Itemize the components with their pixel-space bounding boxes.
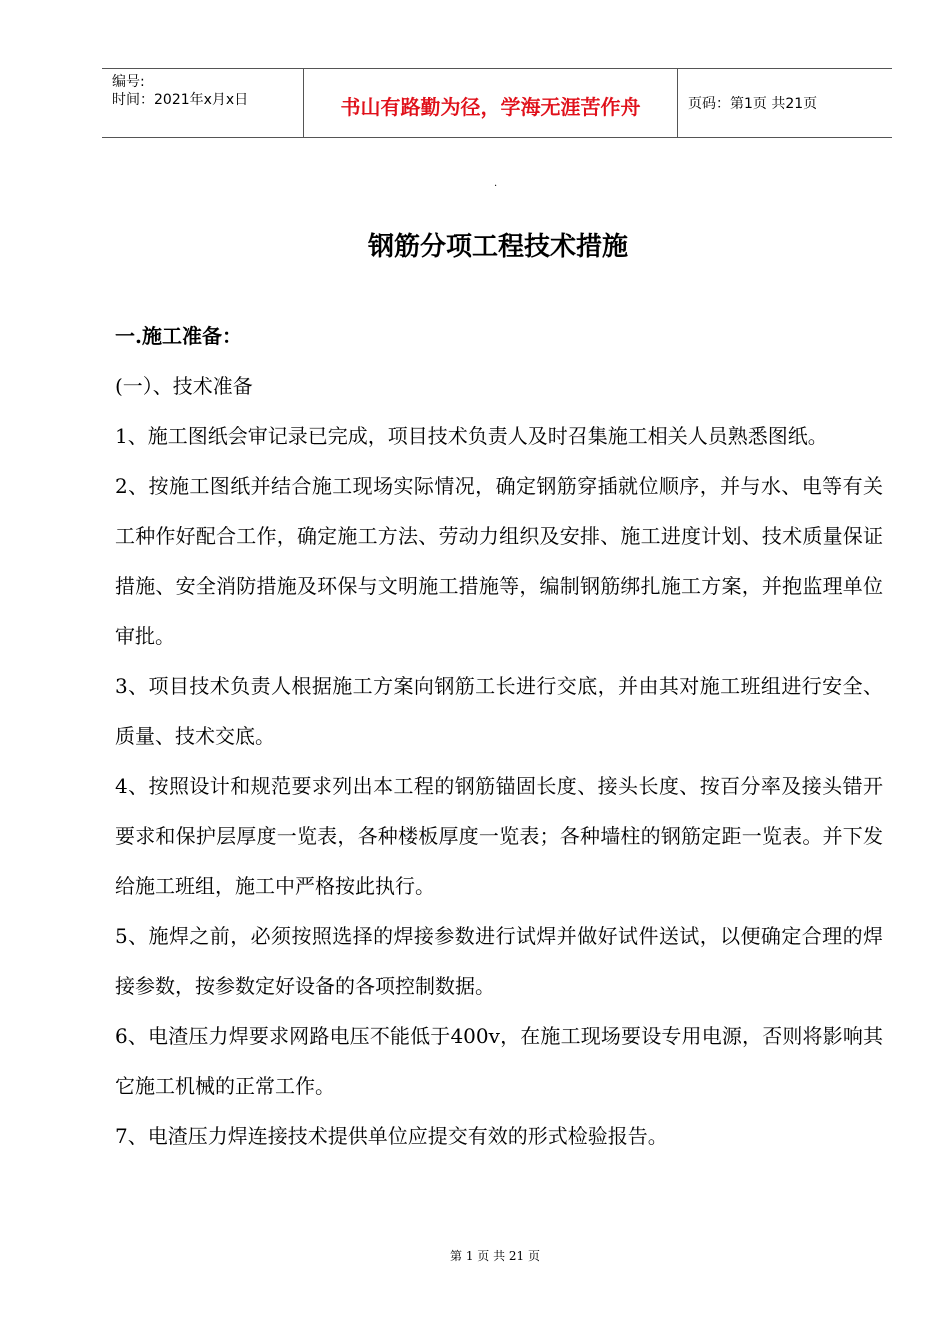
header-meta-cell (102, 69, 304, 137)
list-item: 4、按照设计和规范要求列出本工程的钢筋锚固长度、接头长度、按百分率及接头错开要求和保护层厚度一览表，各种楼板厚度一览表；各种墙柱的钢筋定距一览表。并下发给施工班组，施工中严格按此执行。 (115, 774, 883, 898)
header-table (102, 68, 892, 138)
header-page-cell (678, 69, 892, 137)
dot-mark: . (494, 178, 498, 189)
list-item: 3、项目技术负责人根据施工方案向钢筋工长进行交底，并由其对施工班组进行安全、质量、技术交底。 (115, 674, 883, 748)
section-heading: 一.施工准备： (115, 324, 242, 348)
number-label: 编号: (112, 74, 145, 90)
page-info: 页码：第1页 共21页 (688, 96, 818, 112)
page-footer: 第 1 页 共 21 页 (450, 1249, 540, 1263)
document-body (115, 311, 883, 1161)
list-item: 1、施工图纸会审记录已完成，项目技术负责人及时召集施工相关人员熟悉图纸。 (115, 424, 828, 448)
list-item: 5、施焊之前，必须按照选择的焊接参数进行试焊并做好试件送试，以便确定合理的焊接参数，按参数定好设备的各项控制数据。 (115, 924, 883, 998)
list-item: 6、电渣压力焊要求网路电压不能低于400v，在施工现场要设专用电源，否则将影响其它施工机械的正常工作。 (115, 1024, 883, 1098)
time-label: 时间：2021年x月x日 (112, 92, 249, 108)
motto-text: 书山有路勤为径，学海无涯苦作舟 (340, 94, 641, 119)
list-item: 2、按施工图纸并结合施工现场实际情况，确定钢筋穿插就位顺序，并与水、电等有关工种作好配合工作，确定施工方法、劳动力组织及安排、施工进度计划、技术质量保证措施、安全消防措施及环保与文明施工措施等，编制钢筋绑扎施工方案，并抱监理单位审批。 (115, 474, 883, 648)
list-item: 7、电渣压力焊连接技术提供单位应提交有效的形式检验报告。 (115, 1124, 668, 1148)
subsection-heading: (一）、技术准备 (115, 374, 253, 398)
document-title: 钢筋分项工程技术措施 (367, 232, 628, 262)
header-motto-cell (304, 69, 678, 137)
